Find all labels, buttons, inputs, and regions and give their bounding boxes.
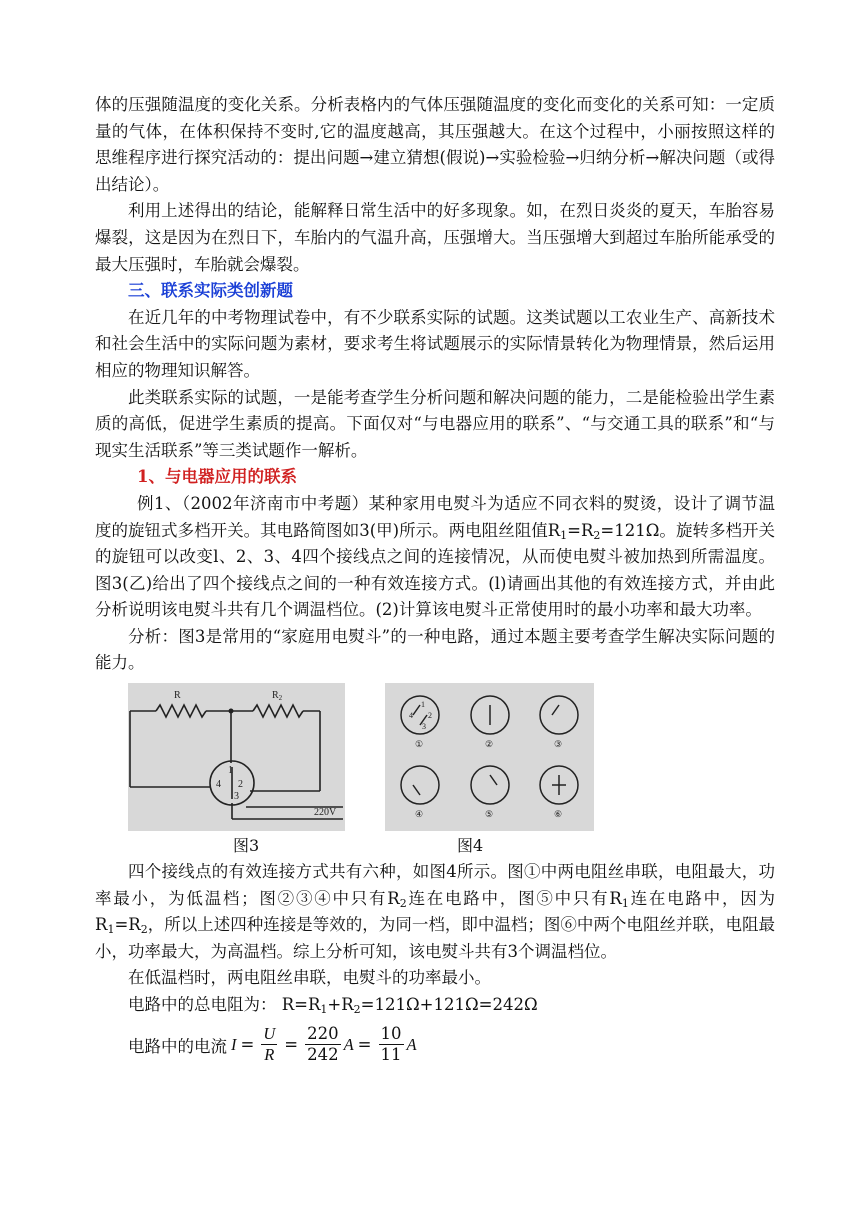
fraction-220-over-242: $\frac{220}{242}$ [307, 1024, 339, 1065]
circled-6: ⑥ [554, 809, 563, 820]
figure-4-caption: 图4 [457, 836, 484, 856]
figure-3-caption: 图3 [233, 836, 260, 856]
paragraph-gas-pressure: 体的压强随温度的变化关系。分析表格内的气体压强随温度的变化而变化的关系可知：一定质量的气体，在体积保持不变时,它的温度越高，其压强越大。在这个过程中，小丽按照这样的思维程序进行探究活动的：提出问题→建立猜想(假说)→实验检验→归纳分析→解决问题（或得出结论）。 [95, 95, 775, 194]
paragraph-intro: 在近几年的中考物理试卷中，有不少联系实际的试题。这类试题以工农业生产、高新技术和社会生活中的实际问题为素材，要求考生将试题展示的实际情景转化为物理情景，然后运用相应的物理知识解答。 [95, 307, 775, 380]
svg-text:2: 2 [428, 711, 432, 721]
current-formula: 电路中的电流 I = $\frac{U}{R}$ = $\frac{220}{242}$ A = $\frac{10}{11}$ A [128, 1024, 417, 1065]
scheme-3-dial [540, 696, 578, 734]
fraction-10-over-11: $\frac{10}{11}$ [380, 1024, 402, 1065]
pin-3: 3 [234, 791, 239, 803]
voltage-label: 220V [314, 807, 337, 819]
paragraph-example: 例1、（2002年济南市中考题）某种家用电熨斗为适应不同衣料的熨烫，设计了调节温度的旋钮式多档开关。其电路简图如3(甲)所示。两电阻丝阻值$R_1=R_2=121\Omega$。旋转多档开关的旋钮可以改变l、2、3、4四个接线点之间的连接情况，从而使电熨斗被加热到所需温度。图3(乙)给出了四个接线点之间的一种有效连接方式。(l)请画出其他的有效连接方式，并由此分析说明该电熨斗共有几个调温档位。(2)计算该电熨斗正常使用时的最小功率和最大功率。 [95, 493, 776, 620]
paragraph-total-resistance: 电路中的总电阻为： $R=R_1+R_2=121\Omega+121\Omega=242\Omega$ [128, 995, 538, 1017]
figure-captions [95, 833, 775, 859]
circled-5: ⑤ [485, 809, 494, 820]
section-heading: 三、联系实际类创新题 [128, 281, 293, 301]
label-r1: R [174, 690, 181, 702]
paragraph-low-temp: 在低温档时，两电阻丝串联，电熨斗的功率最小。 [128, 968, 491, 988]
circled-4: ④ [415, 809, 424, 820]
resistor-r2 [253, 705, 303, 717]
figure-4-connections [385, 683, 594, 831]
pin-2: 2 [238, 779, 243, 791]
figure-3-circuit [128, 683, 345, 831]
paragraph-analysis: 分析：图3是常用的“家庭用电熨斗”的一种电路，通过本题主要考查学生解决实际问题的能力。 [95, 626, 775, 673]
resistor-r1 [156, 705, 206, 717]
paragraph-purpose: 此类联系实际的试题，一是能考查学生分析问题和解决问题的能力，二是能检验出学生素质的高低，促进学生素质的提高。下面仅对“与电器应用的联系”、“与交通工具的联系”和“与现实生活联系”等三类试题作一解析。 [95, 387, 775, 460]
scheme-5-dial [471, 766, 509, 804]
document-page [95, 92, 775, 1067]
svg-text:1: 1 [421, 700, 425, 710]
scheme-4-dial [401, 766, 439, 804]
paragraph-tire-example: 利用上述得出的结论，能解释日常生活中的好多现象。如，在烈日炎炎的夏天，车胎容易爆裂，这是因为在烈日下，车胎内的气温升高，压强增大。当压强增大到超过车胎所能承受的最大压强时，车胎就会爆裂。 [95, 201, 775, 274]
subsection-heading: 1、与电器应用的联系 [137, 467, 297, 487]
connection-diagrams [385, 683, 594, 831]
pin-4: 4 [216, 779, 221, 791]
fraction-u-over-r: $\frac{U}{R}$ [263, 1024, 276, 1065]
label-r2: $R_2$ [272, 690, 283, 703]
svg-text:3: 3 [422, 722, 426, 732]
circled-1: ① [415, 739, 424, 750]
scheme-1-dial [401, 696, 439, 734]
circled-3: ③ [554, 739, 563, 750]
current-label: 电路中的电流 [128, 1036, 227, 1056]
figures-row [95, 683, 775, 833]
circuit-diagram [128, 683, 345, 831]
paragraph-answer: 四个接线点的有效连接方式共有六种，如图4所示。图①中两电阻丝串联，电阻最大，功率最小，为低温档；图②③④中只有$R_2$连在电路中，图⑤中只有$R_1$连在电路中，因为$R_1=R_2$，所以上述四种连接是等效的，为同一档，即中温档；图⑥中两个电阻丝并联，电阻最小，功率最大，为高温档。综上分析可知，该电熨斗共有3个调温档位。 [95, 862, 775, 961]
svg-text:4: 4 [409, 711, 413, 721]
pin-1: 1 [228, 765, 233, 777]
circled-2: ② [485, 739, 494, 750]
